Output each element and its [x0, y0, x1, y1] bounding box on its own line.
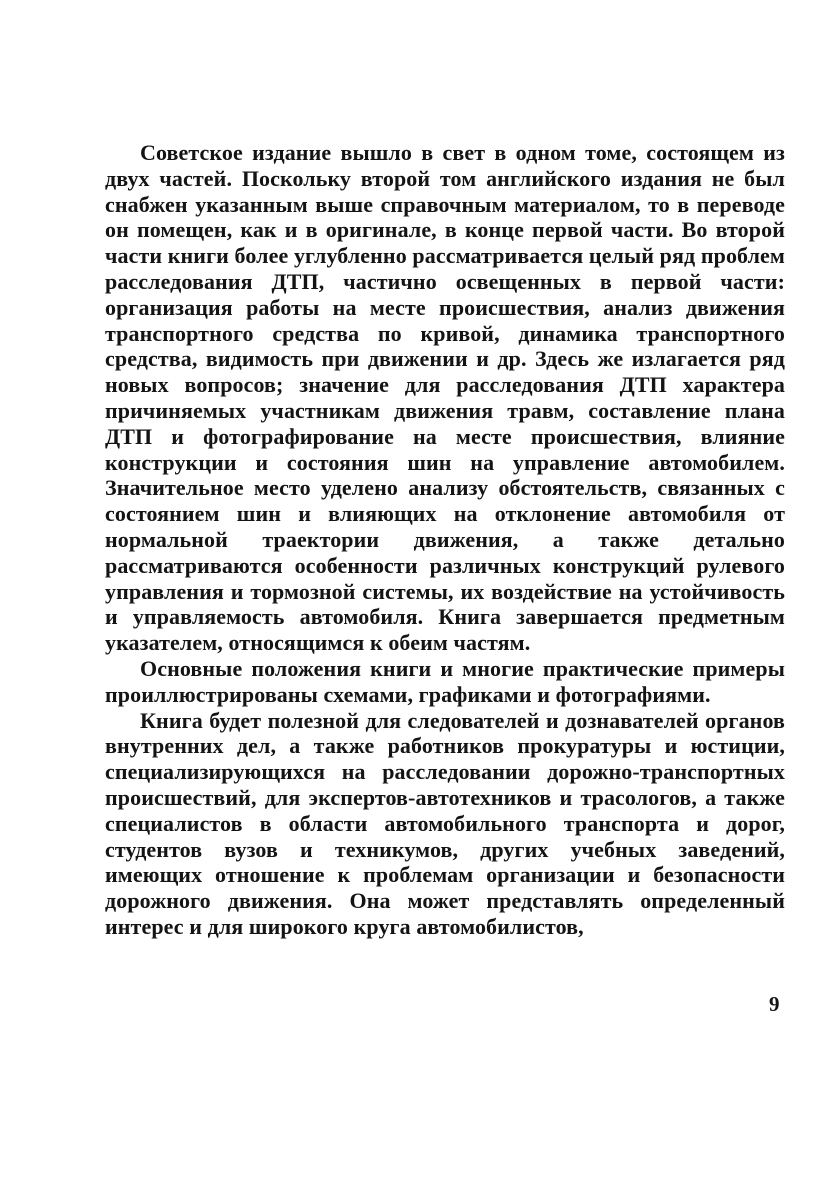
- paragraph-2: Основные положения книги и многие практические примеры проиллюстрированы схемами, графиками и фотографиями.: [105, 655, 785, 707]
- paragraph-3: Книга будет полезной для следователей и дознавателей органов внутренних дел, а также работников прокуратуры и юстиции, специализирующихся на расследовании дорожно-транспортных происшествий, для экспертов-автотехников и трасологов, а также специалистов в области автомобильного транспорта и дорог, студентов вузов и техникумов, других учебных заведений, имеющих отношение к проблемам организации и безопасности дорожного движения. Она может представлять определенный интерес и для широкого круга автомобилистов,: [105, 707, 785, 939]
- page-number: 9: [769, 992, 780, 1016]
- paragraph-1: Советское издание вышло в свет в одном томе, состоящем из двух частей. Поскольку второй том английского издания не был снабжен указанным выше справочным материалом, то в переводе он помещен, как и в оригинале, в конце первой части. Во второй части книги более углубленно рассматривается целый ряд проблем расследования ДТП, частично освещенных в первой части: организация работы на месте происшествия, анализ движения транспортного средства по кривой, динамика транспортного средства, видимость при движении и др. Здесь же излагается ряд новых вопросов; значение для расследования ДТП характера причиняемых участникам движения травм, составление плана ДТП и фотографирование на месте происшествия, влияние конструкции и состояния шин на управление автомобилем. Значительное место уделено анализу обстоятельств, связанных с состоянием шин и влияющих на отклонение автомобиля от нормальной траектории движения, а также детально рассматриваются особенности различных конструкций рулевого управления и тормозной системы, их воздействие на устойчивость и управляемость автомобиля. Книга завершается предметным указателем, относящимся к обеим частям.: [105, 140, 785, 656]
- body-text: [105, 140, 785, 940]
